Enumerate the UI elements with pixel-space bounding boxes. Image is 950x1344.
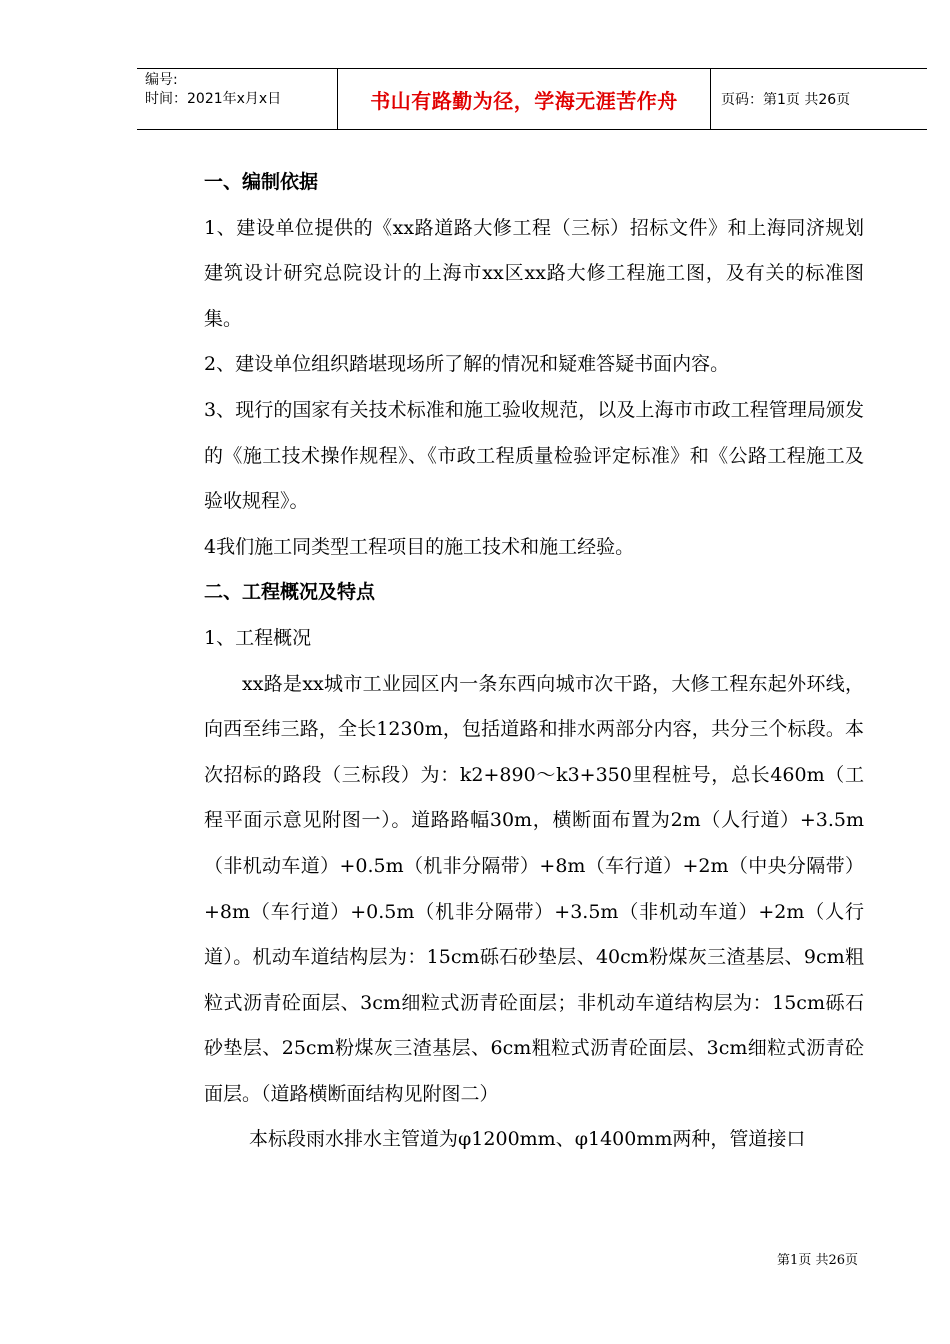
header-motto-cell (338, 69, 711, 129)
drainage-paragraph: 本标段雨水排水主管道为φ1200mm、φ1400mm两种，管道接口 (249, 1128, 806, 1151)
subsection-title-overview: 1、工程概况 (204, 626, 312, 649)
document-date: 时间：2021年x月x日 (145, 91, 282, 107)
header-page-number: 页码：第1页 共26页 (721, 92, 851, 108)
document-body (204, 160, 864, 1163)
basis-item-2: 2、建设单位组织踏堪现场所了解的情况和疑难答疑书面内容。 (204, 353, 730, 376)
header-meta-cell (137, 69, 338, 129)
section-title-basis: 一、编制依据 (204, 171, 319, 193)
header-page-cell (711, 69, 927, 129)
basis-item-4: 4我们施工同类型工程项目的施工技术和施工经验。 (204, 535, 635, 558)
document-number-label: 编号: (145, 72, 178, 88)
page-header (137, 68, 927, 130)
overview-paragraph: xx路是xx城市工业园区内一条东西向城市次干路，大修工程东起外环线，向西至纬三路，全长1230m，包括道路和排水两部分内容，共分三个标段。本次招标的路段（三标段）为：k2+890～k3+350里程桩号，总长460m（工程平面示意见附图一）。道路路幅30m，横断面布置为2m（人行道）+3.5m（非机动车道）+0.5m（机非分隔带）+8m（车行道）+2m（中央分隔带）+8m（车行道）+0.5m（机非分隔带）+3.5m（非机动车道）+2m（人行道）。机动车道结构层为：15cm砾石砂垫层、40cm粉煤灰三渣基层、9cm粗粒式沥青砼面层、3cm细粒式沥青砼面层；非机动车道结构层为：15cm砾石砂垫层、25cm粉煤灰三渣基层、6cm粗粒式沥青砼面层、3cm细粒式沥青砼面层。（道路横断面结构见附图二） (204, 672, 864, 1105)
header-motto: 书山有路勤为径，学海无涯苦作舟 (370, 88, 678, 113)
section-title-overview: 二、工程概况及特点 (204, 581, 376, 604)
basis-item-1: 1、建设单位提供的《xx路道路大修工程（三标）招标文件》和上海同济规划建筑设计研究总院设计的上海市xx区xx路大修工程施工图，及有关的标准图集。 (204, 216, 864, 330)
page-footer: 第1页 共26页 (777, 1253, 858, 1268)
basis-item-3: 3、现行的国家有关技术标准和施工验收规范，以及上海市市政工程管理局颁发的《施工技术操作规程》、《市政工程质量检验评定标准》和《公路工程施工及验收规程》。 (204, 398, 864, 513)
